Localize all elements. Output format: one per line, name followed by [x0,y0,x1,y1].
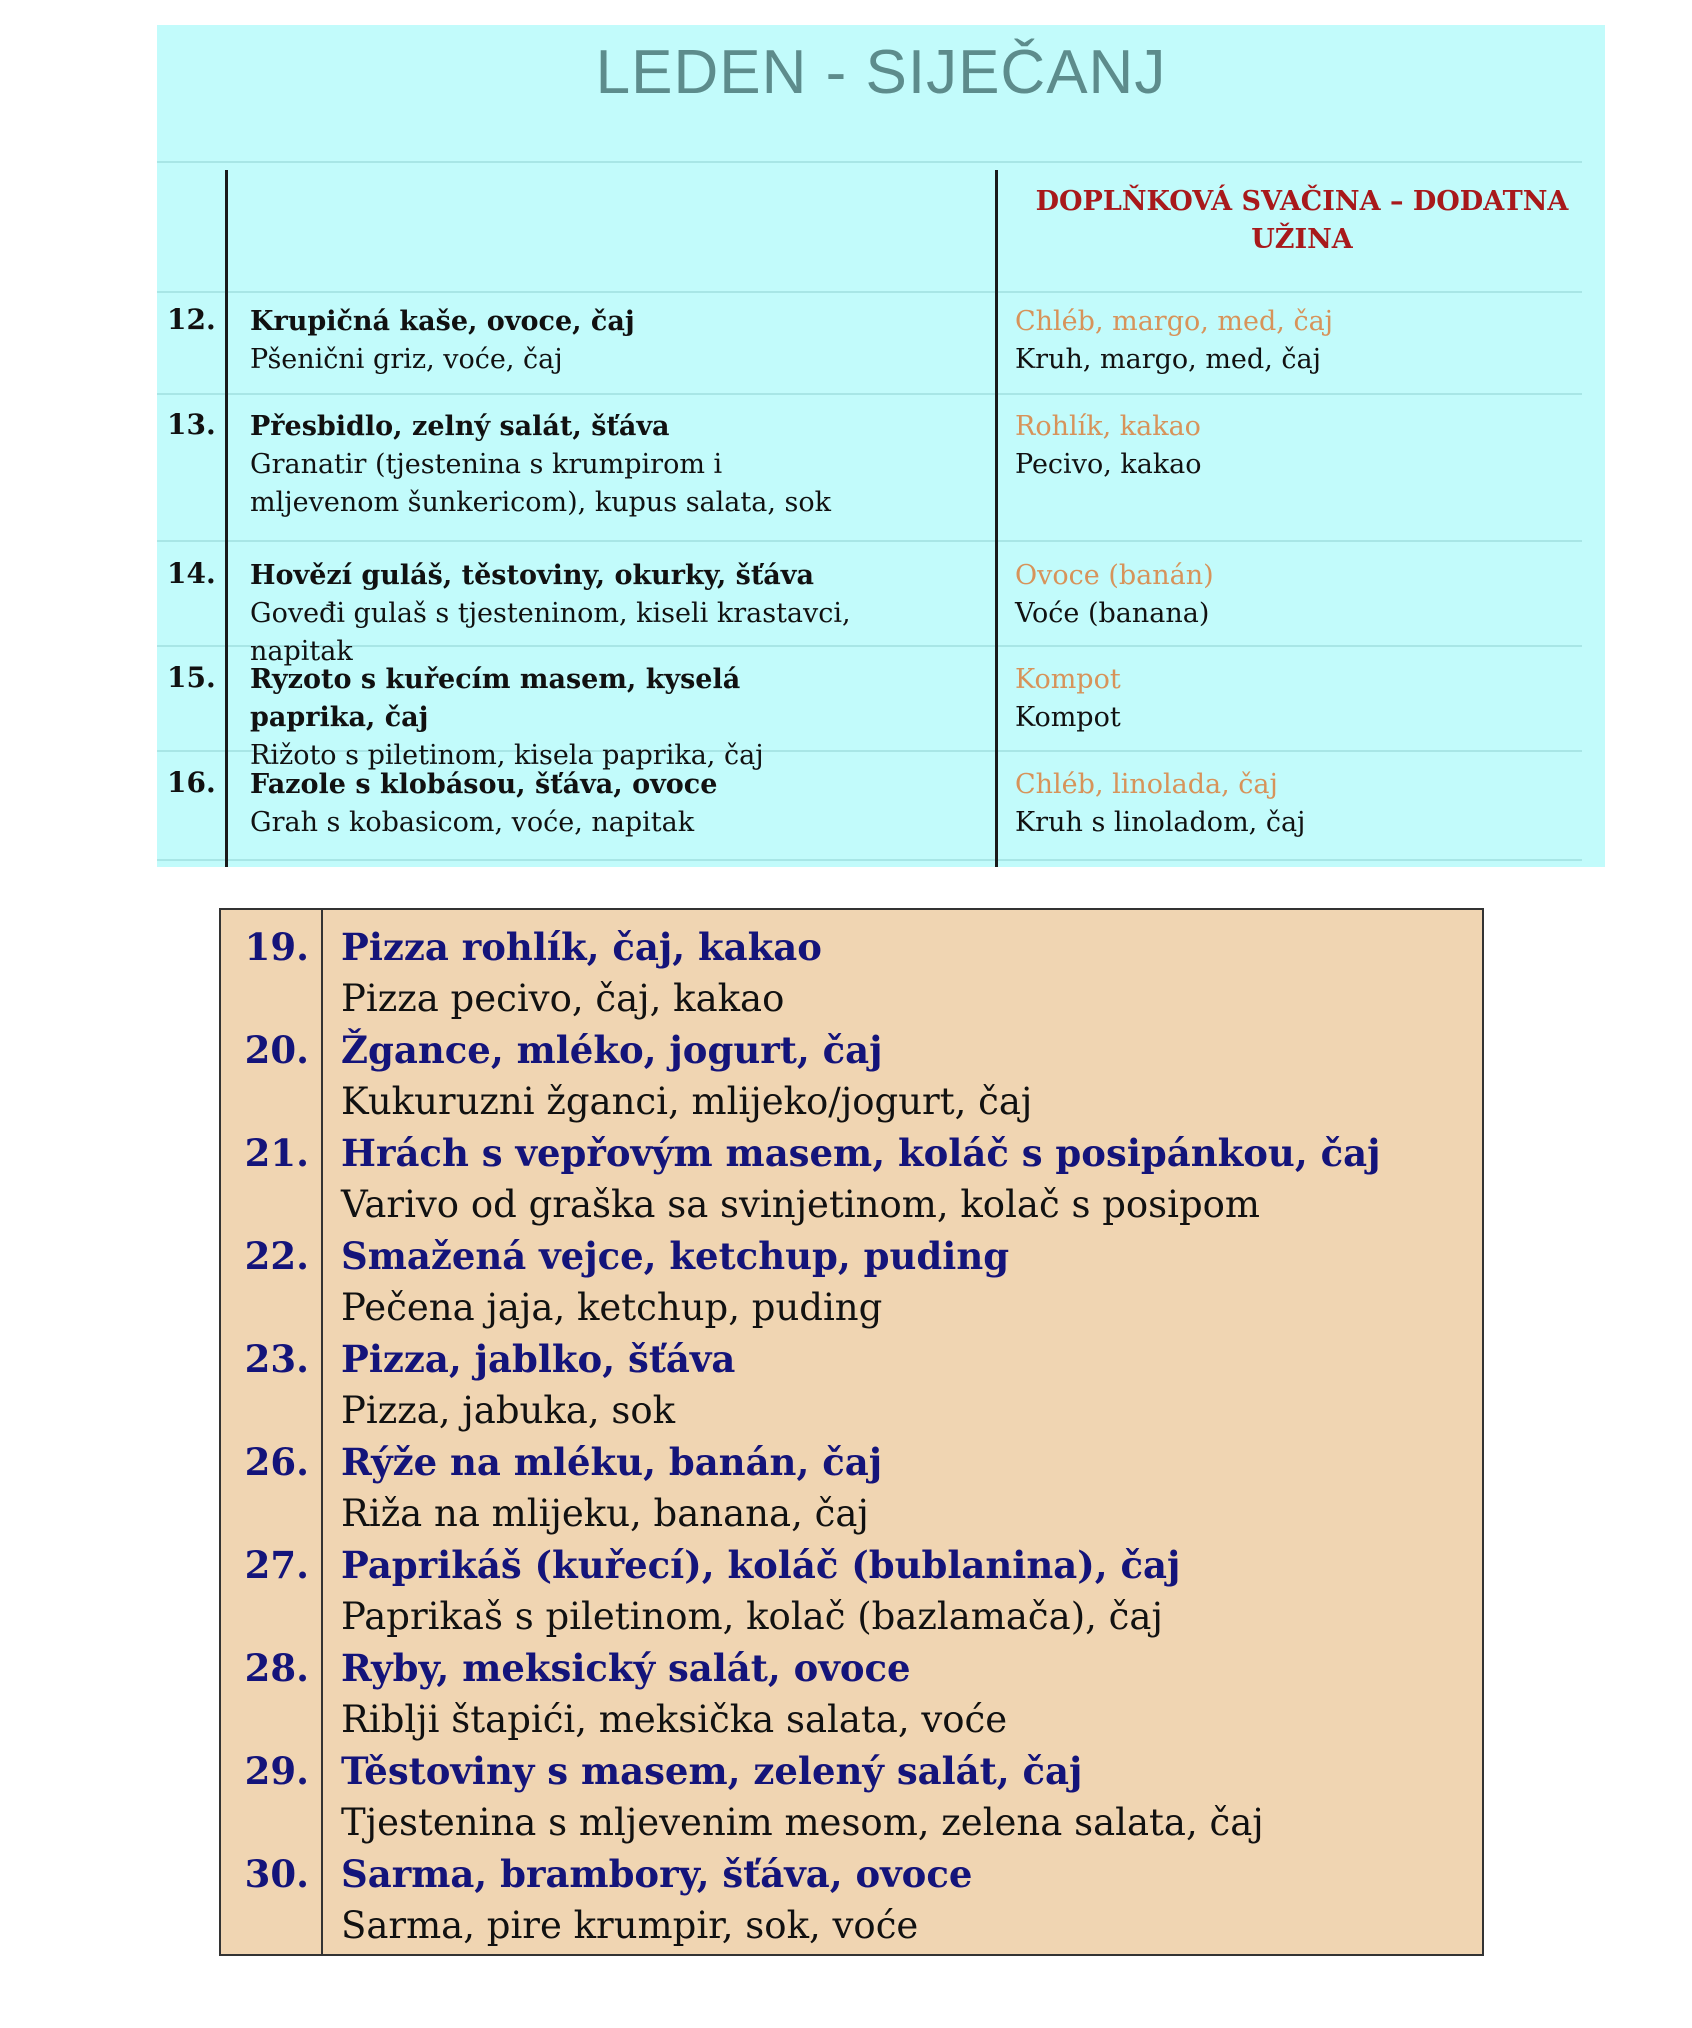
main-meal [250,661,870,775]
snack-croatian: Kruh, margo, med, čaj [1015,344,1321,375]
main-meal [250,557,870,671]
meal-czech: Přesbidlo, zelný salát, šťáva [250,411,670,442]
snack [1015,766,1575,842]
meal-croatian: Goveđi gulaš s tjesteninom, kiseli krastavci, napitak [250,598,851,667]
meal-croatian: Rižoto s piletinom, kisela paprika, čaj [250,740,764,771]
meal-croatian: Pizza, jabuka, sok [341,1389,676,1432]
main-meal [250,766,870,842]
snack-column-header: DOPLŇKOVÁ SVAČINA – DODATNA UŽINA [1035,186,1569,255]
meal-czech: Rýže na mléku, banán, čaj [341,1440,883,1484]
snack-czech: Rohlík, kakao [1015,411,1201,442]
meal-croatian: Granatir (tjestenina s krumpirom i mljevenom šunkericom), kupus salata, sok [250,449,831,518]
main-meal [250,408,870,522]
snack-czech: Chléb, margo, med, čaj [1015,306,1334,337]
snack [1015,303,1575,379]
day-number: 27. [244,1543,309,1587]
snack-czech: Chléb, linolada, čaj [1015,769,1278,800]
day-number: 26. [244,1440,309,1484]
snack-czech: Kompot [1015,664,1121,695]
meal-czech: Paprikáš (kuřecí), koláč (bublanina), čaj [341,1543,1181,1587]
meal-czech: Pizza, jablko, šťáva [341,1337,736,1381]
menu-title: LEDEN - SIJEČANJ [595,38,1167,107]
divider [157,859,1582,861]
meal-croatian: Riža na mlijeku, banana, čaj [341,1492,869,1535]
january-menu-panel [157,25,1605,867]
divider [157,161,1582,163]
meal-czech: Pizza rohlík, čaj, kakao [341,925,822,969]
snack-croatian: Kompot [1015,702,1121,733]
divider [157,393,1582,395]
meal-croatian: Sarma, pire krumpir, sok, voće [341,1904,919,1947]
day-number: 20. [244,1028,309,1072]
meal-croatian: Pizza pecivo, čaj, kakao [341,977,785,1020]
snack [1015,408,1575,484]
snack-croatian: Pecivo, kakao [1015,449,1202,480]
snack [1015,661,1575,737]
meal-czech: Hrách s vepřovým masem, koláč s posipánkou, čaj [341,1131,1381,1175]
meal-croatian: Pšenični griz, voće, čaj [250,344,563,375]
day-number: 29. [244,1749,309,1793]
meal-croatian: Pečena jaja, ketchup, puding [341,1286,883,1329]
meal-czech: Žgance, mléko, jogurt, čaj [341,1028,883,1072]
snack-croatian: Voće (banana) [1015,598,1210,629]
divider [157,540,1582,542]
day-number: 21. [244,1131,309,1175]
day-number: 22. [244,1234,309,1278]
meal-croatian: Grah s kobasicom, voće, napitak [250,807,695,838]
day-number: 12. [167,303,216,336]
meal-croatian: Varivo od graška sa svinjetinom, kolač s posipom [341,1183,1261,1226]
day-number: 30. [244,1852,309,1896]
snack-czech: Ovoce (banán) [1015,560,1214,591]
meal-czech: Hovězí guláš, těstoviny, okurky, šťáva [250,560,814,591]
day-number: 16. [167,766,216,799]
day-number: 13. [167,408,216,441]
meal-czech: Sarma, brambory, šťáva, ovoce [341,1852,973,1896]
main-meal [250,303,870,379]
snack-croatian: Kruh s linoladom, čaj [1015,807,1306,838]
meal-czech: Smažená vejce, ketchup, puding [341,1234,1010,1278]
meal-croatian: Riblji štapići, meksička salata, voće [341,1698,1008,1741]
meal-croatian: Tjestenina s mljevenim mesom, zelena salata, čaj [341,1801,1264,1844]
day-number: 19. [244,925,309,969]
day-number: 15. [167,661,216,694]
column-divider [321,910,323,1954]
snack [1015,557,1575,633]
column-divider [995,170,998,867]
day-number: 23. [244,1337,309,1381]
meal-czech: Krupičná kaše, ovoce, čaj [250,306,635,337]
meal-czech: Ryby, meksický salát, ovoce [341,1646,911,1690]
day-number: 28. [244,1646,309,1690]
meal-czech: Fazole s klobásou, šťáva, ovoce [250,769,718,800]
second-half-menu-panel [219,908,1484,1956]
meal-czech: Ryzoto s kuřecím masem, kyselá paprika, čaj [250,664,741,733]
column-divider [225,170,228,867]
divider [157,291,1582,293]
meal-czech: Těstoviny s masem, zelený salát, čaj [341,1749,1083,1793]
meal-croatian: Kukuruzni žganci, mlijeko/jogurt, čaj [341,1080,1033,1123]
day-number: 14. [167,557,216,590]
meal-croatian: Paprikaš s piletinom, kolač (bazlamača), čaj [341,1595,1163,1638]
